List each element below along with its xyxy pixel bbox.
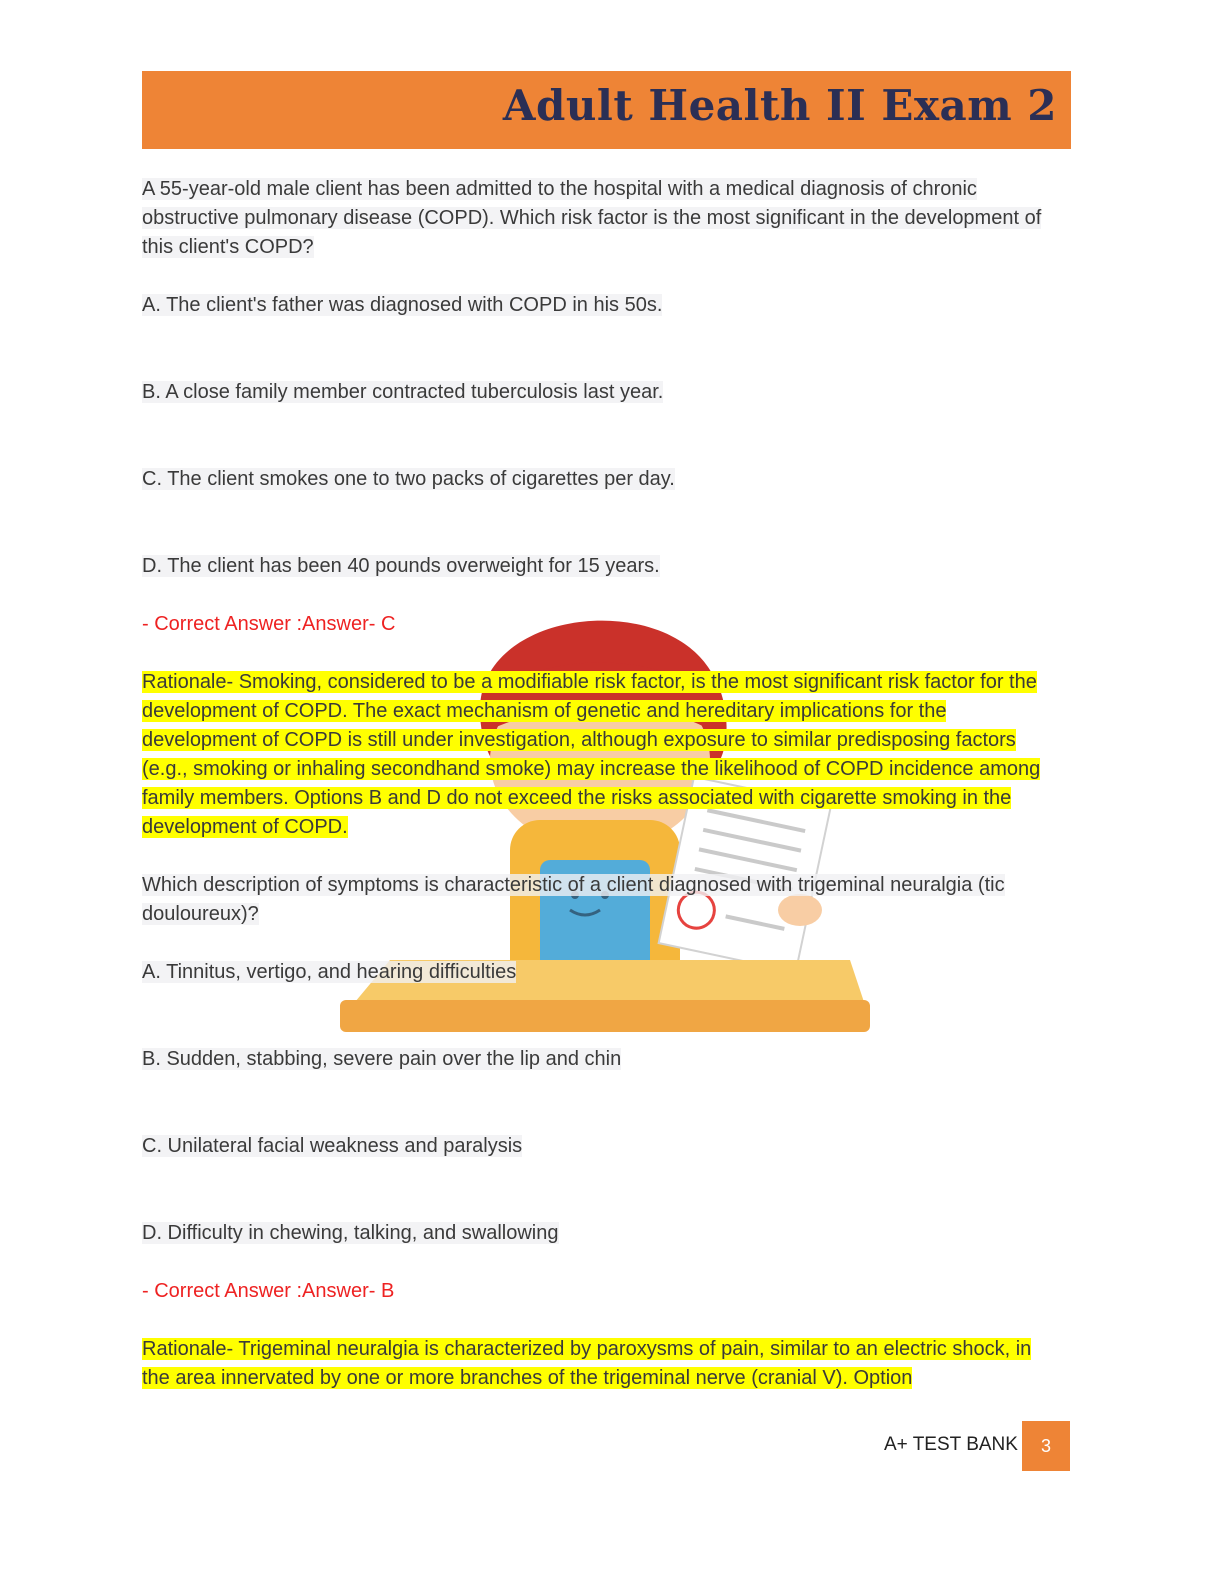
footer-brand: A+ TEST BANK — [884, 1434, 1018, 1455]
question-1-stem: A 55-year-old male client has been admitted to the hospital with a medical diagnosis of chronic obstructive pulmonary disease (COPD). Which risk factor is the most significant in the development of this client's COPD? — [142, 178, 1042, 258]
question-2-option-b: B. Sudden, stabbing, severe pain over the lip and chin — [142, 1048, 622, 1070]
question-2-option-c: C. Unilateral facial weakness and paralysis — [142, 1135, 523, 1157]
question-1-rationale: Rationale- Smoking, considered to be a modifiable risk factor, is the most significant risk factor for the development of COPD. The exact mechanism of genetic and hereditary implications for the development of COPD is still under investigation, although exposure to similar predisposing factors (e.g., smoking or inhaling secondhand smoke) may increase the likelihood of COPD incidence among family members. Options B and D do not exceed the risks associated with cigarette smoking in the development of COPD. — [142, 671, 1041, 838]
question-1-correct-answer: - Correct Answer :Answer- C — [142, 613, 396, 635]
question-2-correct-answer: - Correct Answer :Answer- B — [142, 1280, 395, 1302]
exam-content — [142, 175, 1062, 1393]
question-2-option-d: D. Difficulty in chewing, talking, and swallowing — [142, 1222, 559, 1244]
page-number: 3 — [1022, 1421, 1070, 1471]
header-bar — [142, 71, 1071, 149]
question-2-option-a: A. Tinnitus, vertigo, and hearing difficulties — [142, 961, 517, 983]
question-1-option-a: A. The client's father was diagnosed with COPD in his 50s. — [142, 294, 663, 316]
question-1-option-d: D. The client has been 40 pounds overweight for 15 years. — [142, 555, 660, 577]
question-1-option-c: C. The client smokes one to two packs of cigarettes per day. — [142, 468, 675, 490]
question-2-rationale: Rationale- Trigeminal neuralgia is characterized by paroxysms of pain, similar to an electric shock, in the area innervated by one or more branches of the trigeminal nerve (cranial V). Option — [142, 1338, 1032, 1389]
question-2-stem: Which description of symptoms is characteristic of a client diagnosed with trigeminal neuralgia (tic douloureux)? — [142, 874, 1005, 925]
page-title: Adult Health II Exam 2 — [502, 81, 1057, 130]
question-1-option-b: B. A close family member contracted tuberculosis last year. — [142, 381, 664, 403]
